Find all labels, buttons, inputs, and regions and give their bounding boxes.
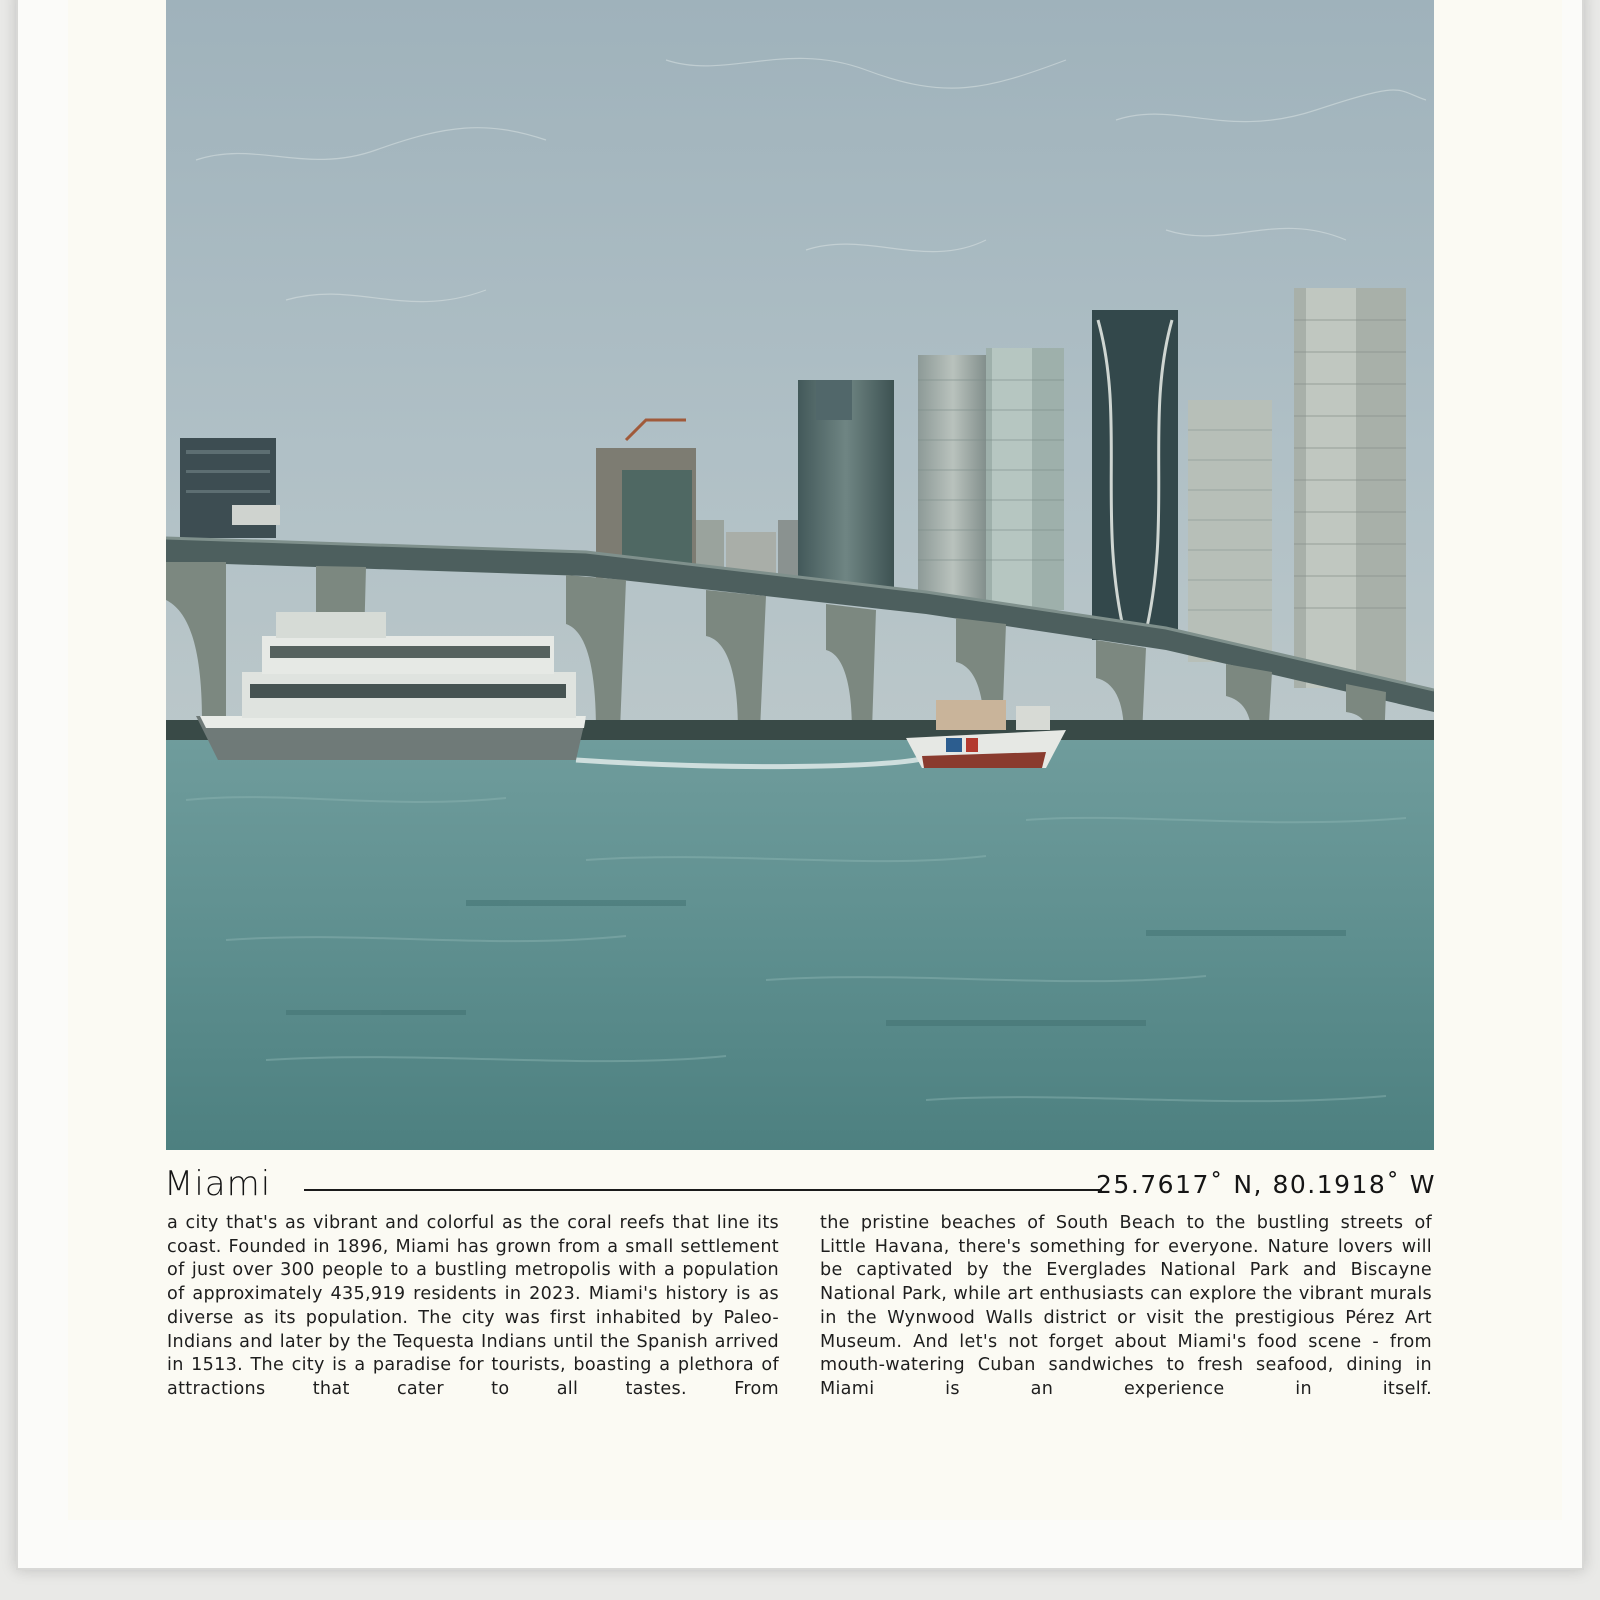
description-right: the pristine beaches of South Beach to the bustling streets of Little Havana, there's something for everyone. Nature lovers will be captivated by the Everglades National Park and Biscayne National Park, while art enthusiasts can explore the vibrant murals in the Wynwood Walls district or visit the prestigious Pérez Art Museum. And let's not forget about Miami's food scene - from mouth-watering Cuban sandwiches to fresh seafood, dining in Miami is an experience in itself.: [820, 1213, 1432, 1399]
title-divider: [304, 1189, 1102, 1191]
city-title: Miami: [164, 1164, 272, 1204]
title-row: [164, 1164, 1436, 1214]
coordinates: 25.7617˚ N, 80.1918˚ W: [1096, 1170, 1436, 1199]
miami-skyline-painting: [166, 0, 1434, 1150]
description-left: a city that's as vibrant and colorful as the coral reefs that line its coast. Founded in 1896, Miami has grown from a small settlement of just over 300 people to a bustling metropolis with a population of approximately 435,919 residents in 2023. Miami's history is as diverse as its population. The city was first inhabited by Paleo-Indians and later by the Tequesta Indians until the Spanish arrived in 1513. The city is a paradise for tourists, boasting a plethora of attractions that cater to all tastes. From: [167, 1213, 779, 1399]
